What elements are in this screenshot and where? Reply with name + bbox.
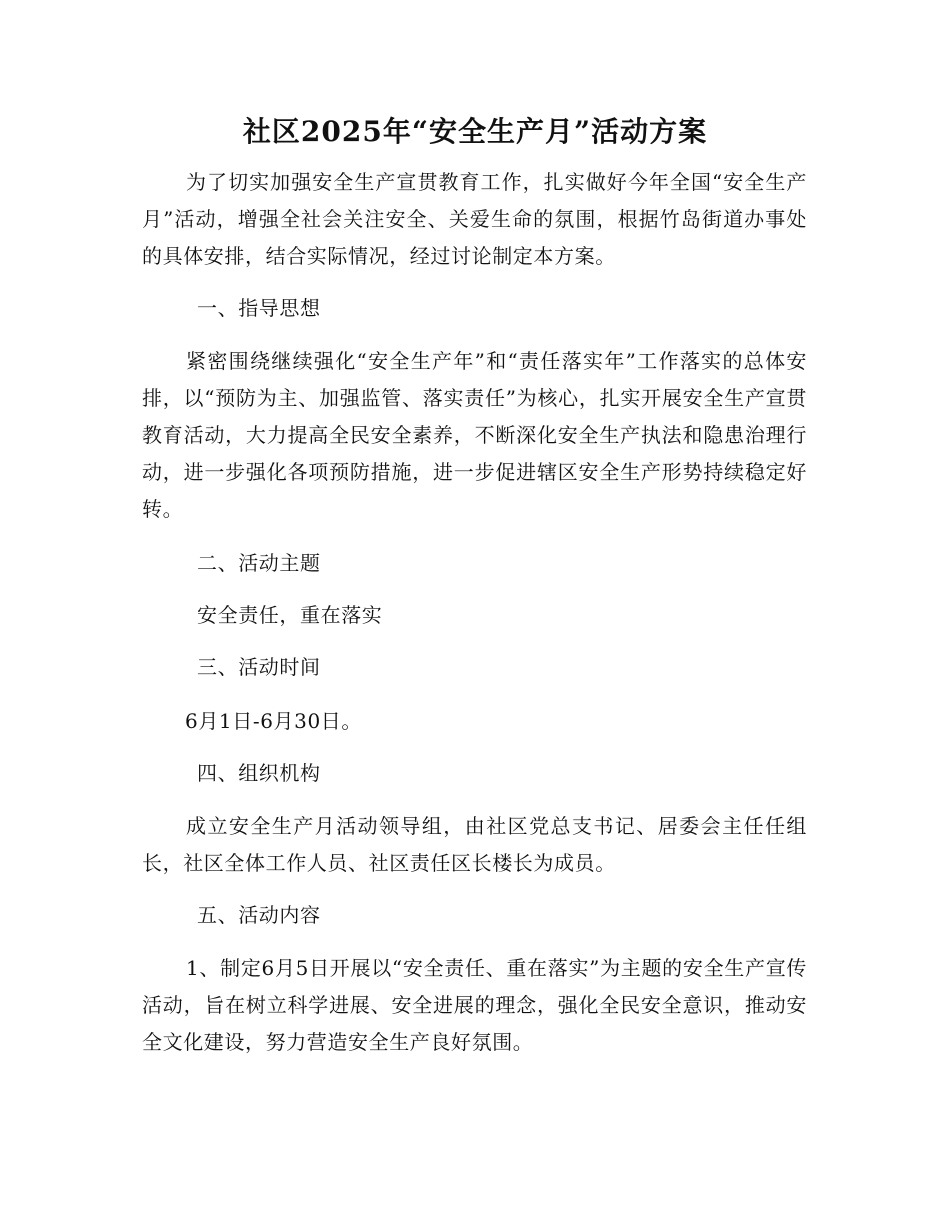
- organization-paragraph: 成立安全生产月活动领导组，由社区党总支书记、居委会主任任组长，社区全体工作人员、社区责任区长楼长为成员。: [142, 814, 807, 875]
- section-heading-guiding-ideology: 一、指导思想: [197, 296, 321, 320]
- section-heading-activity-time: 三、活动时间: [197, 655, 321, 679]
- intro-paragraph: 为了切实加强安全生产宣贯教育工作，扎实做好今年全国“安全生产月”活动，增强全社会关注安全、关爱生命的氛围，根据竹岛街道办事处的具体安排，结合实际情况，经过讨论制定本方案。: [142, 170, 807, 268]
- section-heading-activity-content: 五、活动内容: [197, 903, 321, 927]
- document-title: 社区2025年“安全生产月”活动方案: [242, 115, 708, 148]
- activity-theme-text: 安全责任，重在落实: [197, 603, 383, 627]
- guiding-ideology-paragraph: 紧密围绕继续强化“安全生产年”和“责任落实年”工作落实的总体安排，以“预防为主、加强监管、落实责任”为核心，扎实开展安全生产宣贯教育活动，大力提高全民安全素养，不断深化安全生产执法和隐患治理行动，进一步强化各项预防措施，进一步促进辖区安全生产形势持续稳定好转。: [142, 349, 807, 521]
- section-heading-activity-theme: 二、活动主题: [197, 551, 321, 575]
- section-heading-organization: 四、组织机构: [197, 761, 321, 785]
- activity-content-item-1: 1、制定6月5日开展以“安全责任、重在落实”为主题的安全生产宣传活动，旨在树立科学进展、安全进展的理念，强化全民安全意识，推动安全文化建设，努力营造安全生产良好氛围。: [142, 956, 807, 1054]
- activity-time-text: 6月1日-6月30日。: [185, 709, 362, 733]
